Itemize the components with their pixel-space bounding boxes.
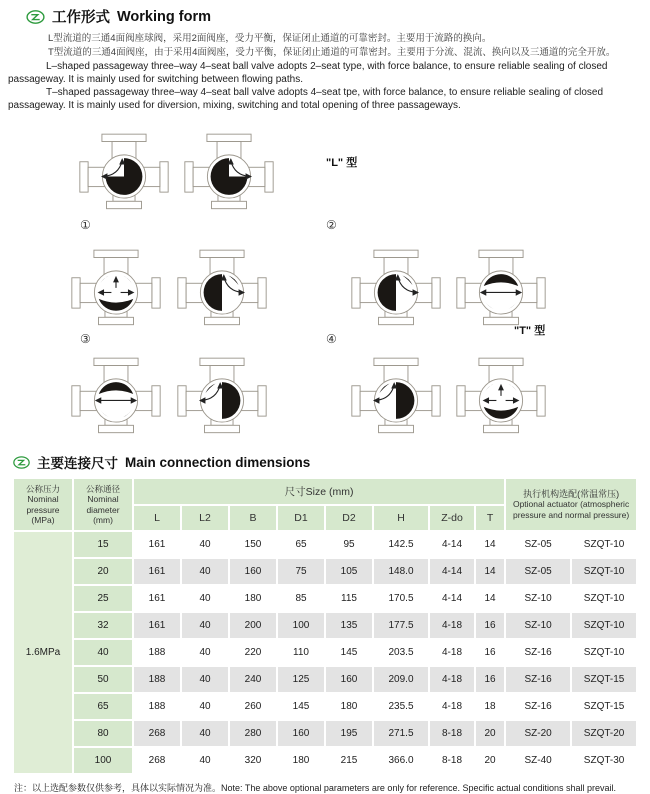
diameter-header-en1: Nominal [87,494,119,504]
valve-diagram-T-group1-b [176,238,268,335]
dimension-value-cell: 4-14 [430,532,474,557]
pressure-value-cell: 1.6MPa [14,532,72,773]
pressure-header-en2: pressure [26,504,60,515]
actuator-value-cell: SZQT-10 [572,613,636,638]
dimension-value-cell: 280 [230,721,276,746]
dimension-value-cell: 188 [134,640,180,665]
valve-diagram-T-group1-a [70,238,162,335]
dimension-value-cell: 20 [476,748,504,773]
working-form-title-en: Working form [117,8,211,25]
valve-diagram-L-position-2 [183,122,275,219]
dimension-value-cell: 125 [278,667,324,692]
dimension-value-cell: 195 [326,721,372,746]
nominal-diameter-cell: 25 [74,586,132,611]
dimension-value-cell: 40 [182,640,228,665]
dimension-value-cell: 75 [278,559,324,584]
dimension-value-cell: 150 [230,532,276,557]
dimensions-section-title [0,452,650,472]
dimension-value-cell: 366.0 [374,748,428,773]
valve-diagram-T-group4-a [350,346,442,443]
actuator-value-cell: SZQT-10 [572,532,636,557]
actuator-value-cell: SZ-16 [506,667,570,692]
dimension-value-cell: 4-14 [430,559,474,584]
dimension-value-cell: 148.0 [374,559,428,584]
dimension-value-cell: 188 [134,667,180,692]
table-row [14,559,636,584]
dimension-value-cell: 203.5 [374,640,428,665]
dimensions-title-zh: 主要连接尺寸 [37,456,118,471]
nominal-diameter-cell: 40 [74,640,132,665]
table-row [14,613,636,638]
dimensions-table [12,477,638,775]
table-header-row-1 [14,479,636,504]
dimension-value-cell: 170.5 [374,586,428,611]
dimension-value-cell: 161 [134,532,180,557]
working-form-section-title [0,0,650,27]
dimension-value-cell: 16 [476,613,504,638]
dimension-value-cell: 14 [476,559,504,584]
dimension-value-cell: 95 [326,532,372,557]
valve-diagram-T-group3-a [70,346,162,443]
dimension-value-cell: 14 [476,586,504,611]
col-header-D2: D2 [326,506,372,530]
dimension-value-cell: 8-18 [430,748,474,773]
actuator-value-cell: SZQT-30 [572,748,636,773]
dimension-value-cell: 4-18 [430,613,474,638]
valve-diagram-T-group3-b [176,346,268,443]
dimension-value-cell: 209.0 [374,667,428,692]
actuator-header-zh: 执行机构选配(常温常压) [523,488,620,499]
nominal-diameter-cell: 32 [74,613,132,638]
pressure-column-header [14,479,72,530]
dimension-value-cell: 8-18 [430,721,474,746]
dimension-value-cell: 115 [326,586,372,611]
actuator-value-cell: SZ-05 [506,559,570,584]
valve-diagram-T-group2-b [455,238,547,335]
dimension-value-cell: 177.5 [374,613,428,638]
actuator-value-cell: SZQT-20 [572,721,636,746]
col-header-L: L [134,506,180,530]
table-row [14,748,636,773]
table-row [14,667,636,692]
col-header-Zdo: Z-do [430,506,474,530]
dimension-value-cell: 240 [230,667,276,692]
zh-line-l-type: L型流道的三通4面阀座球阀，采用2面阀座，受力平衡，保证闭止通道的可靠密封。主要用于流路的换向。 [48,33,492,44]
dimension-value-cell: 110 [278,640,324,665]
pressure-header-unit: (MPa) [31,515,55,525]
dimension-value-cell: 160 [278,721,324,746]
dimension-value-cell: 135 [326,613,372,638]
table-row [14,721,636,746]
diameter-column-header [74,479,132,530]
dimension-value-cell: 220 [230,640,276,665]
nominal-diameter-cell: 20 [74,559,132,584]
valve-diagram-L-position-1 [78,122,170,219]
dimension-value-cell: 160 [326,667,372,692]
working-form-zh-text [0,32,650,60]
table-row [14,532,636,557]
dimension-value-cell: 145 [278,694,324,719]
valve-diagram-T-group2-a [350,238,442,335]
brand-logo-icon [26,10,45,24]
actuator-value-cell: SZ-05 [506,532,570,557]
dimension-value-cell: 105 [326,559,372,584]
dimension-value-cell: 320 [230,748,276,773]
dimension-value-cell: 200 [230,613,276,638]
dimension-value-cell: 20 [476,721,504,746]
dimension-value-cell: 40 [182,613,228,638]
dimension-value-cell: 188 [134,694,180,719]
nominal-diameter-cell: 50 [74,667,132,692]
en-paragraph-l-type: L–shaped passageway three–way 4–seat ball valve adopts 2–seat type, with force balance, to ensure reliable sealing of closed passageway. It is mainly used for switching between flowing paths. [8,61,608,85]
dimension-value-cell: 4-18 [430,640,474,665]
valve-diagram-area [0,118,650,450]
dimension-value-cell: 260 [230,694,276,719]
dimension-value-cell: 161 [134,613,180,638]
en-paragraph-t-type: T–shaped passageway three–way 4–seat ball valve adopts 4–seat tpe, with force balance, to ensure reliable sealing of closed passageway. It is mainly used for diversion, mixing, switching and total opening of three passageways. [8,87,604,111]
dimension-value-cell: 180 [230,586,276,611]
dimension-value-cell: 40 [182,748,228,773]
dimension-value-cell: 4-18 [430,667,474,692]
dimension-value-cell: 40 [182,667,228,692]
dimension-value-cell: 65 [278,532,324,557]
group-marker-2: ② [326,218,337,232]
valve-diagram-T-group4-b [455,346,547,443]
actuator-value-cell: SZQT-15 [572,694,636,719]
actuator-value-cell: SZ-16 [506,640,570,665]
dimension-value-cell: 180 [278,748,324,773]
diameter-header-unit: (mm) [93,515,113,525]
dimension-value-cell: 16 [476,667,504,692]
actuator-value-cell: SZQT-10 [572,586,636,611]
working-form-title-zh: 工作形式 [52,10,110,26]
table-row [14,694,636,719]
dimension-value-cell: 145 [326,640,372,665]
dimension-value-cell: 16 [476,640,504,665]
col-header-B: B [230,506,276,530]
diameter-header-zh: 公称通径 [85,483,120,494]
dimension-value-cell: 40 [182,721,228,746]
table-row [14,586,636,611]
dimension-value-cell: 100 [278,613,324,638]
group-marker-4: ④ [326,332,337,346]
actuator-value-cell: SZ-10 [506,586,570,611]
dimension-value-cell: 271.5 [374,721,428,746]
dimension-value-cell: 40 [182,532,228,557]
nominal-diameter-cell: 65 [74,694,132,719]
t-type-label: "T" 型 [514,325,546,337]
table-row [14,640,636,665]
col-header-H: H [374,506,428,530]
actuator-value-cell: SZ-20 [506,721,570,746]
actuator-column-header [506,479,636,530]
dimension-value-cell: 180 [326,694,372,719]
dimension-value-cell: 4-14 [430,586,474,611]
brand-logo-icon [13,456,30,469]
dimension-value-cell: 18 [476,694,504,719]
actuator-value-cell: SZQT-10 [572,640,636,665]
actuator-value-cell: SZQT-15 [572,667,636,692]
dimension-value-cell: 40 [182,694,228,719]
col-header-D1: D1 [278,506,324,530]
zh-line-t-type: T型流道的三通4面阀座，由于采用4面阀座，受力平衡，保证闭止通道的可靠密封。主要用于分流、混流、换向以及三通道的完全开放。 [48,47,616,58]
dimension-value-cell: 142.5 [374,532,428,557]
dimension-value-cell: 161 [134,586,180,611]
actuator-value-cell: SZ-40 [506,748,570,773]
nominal-diameter-cell: 80 [74,721,132,746]
group-marker-3: ③ [80,332,91,346]
actuator-value-cell: SZ-16 [506,694,570,719]
pressure-header-zh: 公称压力 [25,483,60,494]
pressure-header-en1: Nominal [27,494,59,504]
dimension-value-cell: 161 [134,559,180,584]
dimension-value-cell: 40 [182,586,228,611]
dimension-value-cell: 85 [278,586,324,611]
table-note: 注：以上选配参数仅供参考，具体以实际情况为准。Note: The above optional parameters are only for reference. Specific actual conditions shall prevail. [14,783,617,793]
dimensions-title-en: Main connection dimensions [125,454,311,470]
size-group-header: 尺寸Size (mm) [134,479,504,504]
col-header-L2: L2 [182,506,228,530]
diameter-header-en2: diameter [86,504,120,515]
dimension-value-cell: 14 [476,532,504,557]
col-header-T: T [476,506,504,530]
dimension-value-cell: 4-18 [430,694,474,719]
dimension-value-cell: 268 [134,748,180,773]
actuator-header-en: Optional actuator (atmospheric pressure and normal pressure) [512,499,630,520]
dimension-value-cell: 215 [326,748,372,773]
nominal-diameter-cell: 15 [74,532,132,557]
dimension-value-cell: 268 [134,721,180,746]
dimension-value-cell: 235.5 [374,694,428,719]
actuator-value-cell: SZQT-10 [572,559,636,584]
actuator-value-cell: SZ-10 [506,613,570,638]
dimension-value-cell: 160 [230,559,276,584]
group-marker-1: ① [80,218,91,232]
dimension-value-cell: 40 [182,559,228,584]
nominal-diameter-cell: 100 [74,748,132,773]
l-type-label: "L" 型 [326,157,358,169]
